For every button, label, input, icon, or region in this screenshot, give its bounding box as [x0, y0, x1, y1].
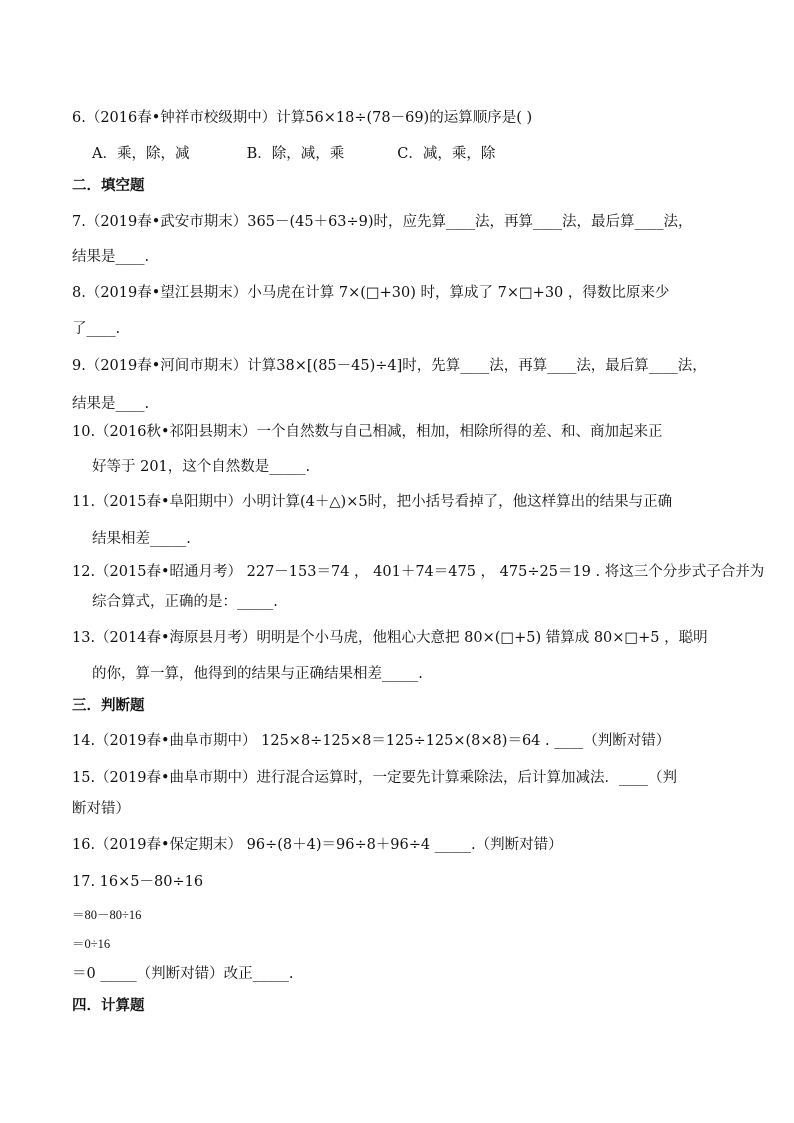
question-6-options [92, 144, 495, 164]
question-7-text: 7.（2019春•武安市期末）365－(45＋63÷9)时，应先算____法，再算____法，最后算____法， [72, 214, 693, 230]
question-17-step-3: ＝0 _____（判断对错）改正_____. [72, 966, 294, 982]
section-heading-fill-in: 二．填空题 [72, 177, 145, 194]
question-17-step-2: ＝0÷16 [72, 937, 111, 951]
question-12-text: 12.（2015春•昭通月考） 227－153＝74 ， 401＋74＝475 ， 475÷25＝19 . 将这三个分步式子合并为 [72, 564, 765, 580]
option-a: A．乘，除，减 [92, 146, 190, 162]
question-9-text-cont: 结果是____. [72, 396, 150, 412]
question-10-text: 10.（2016秋•祁阳县期末）一个自然数与自己相减，相加，相除所得的差、和、商加起来正 [72, 424, 663, 440]
question-10-text-cont: 好等于 201，这个自然数是_____. [92, 459, 311, 475]
section-heading-calculation: 四．计算题 [72, 997, 145, 1014]
section-heading-true-false: 三．判断题 [72, 697, 145, 714]
question-9-text: 9.（2019春•河间市期末）计算38×[(85－45)÷4]时，先算____法，再算____法，最后算____法， [72, 358, 707, 374]
question-12-text-cont: 综合算式，正确的是：_____. [92, 594, 278, 610]
question-13-text-cont: 的你，算一算，他得到的结果与正确结果相差_____. [92, 666, 423, 682]
question-8-text: 8.（2019春•望江县期末）小马虎在计算 7×(□+30) 时，算成了 7×□+30 ，得数比原来少 [72, 285, 670, 301]
question-15-text-cont: 断对错） [72, 801, 130, 817]
question-6-text: 6.（2016春•钟祥市校级期中）计算56×18÷(78－69)的运算顺序是( ) [72, 110, 533, 126]
option-b: B．除，减，乘 [246, 146, 345, 162]
question-17-step-1: ＝80－80÷16 [72, 908, 142, 922]
question-11-text-cont: 结果相差_____. [92, 531, 191, 547]
question-17-text: 17. 16×5－80÷16 [72, 874, 204, 890]
question-11-text: 11.（2015春•阜阳期中）小明计算(4＋△)×5时，把小括号看掉了，他这样算出的结果与正确 [72, 494, 673, 510]
option-c: C．减，乘，除 [397, 146, 496, 162]
question-14-text: 14.（2019春•曲阜市期中） 125×8÷125×8＝125÷125×(8×8)＝64 . ____（判断对错） [72, 733, 671, 749]
question-13-text: 13.（2014春•海原县月考）明明是个小马虎，他粗心大意把 80×(□+5) 错算成 80×□+5 ，聪明 [72, 630, 708, 646]
question-15-text: 15.（2019春•曲阜市期中）进行混合运算时，一定要先计算乘除法，后计算加减法．____（判 [72, 770, 678, 786]
question-8-text-cont: 了____. [72, 321, 121, 337]
question-16-text: 16.（2019春•保定期末） 96÷(8＋4)＝96÷8＋96÷4 _____.（判断对错） [72, 837, 563, 853]
question-7-text-cont: 结果是____. [72, 249, 150, 265]
